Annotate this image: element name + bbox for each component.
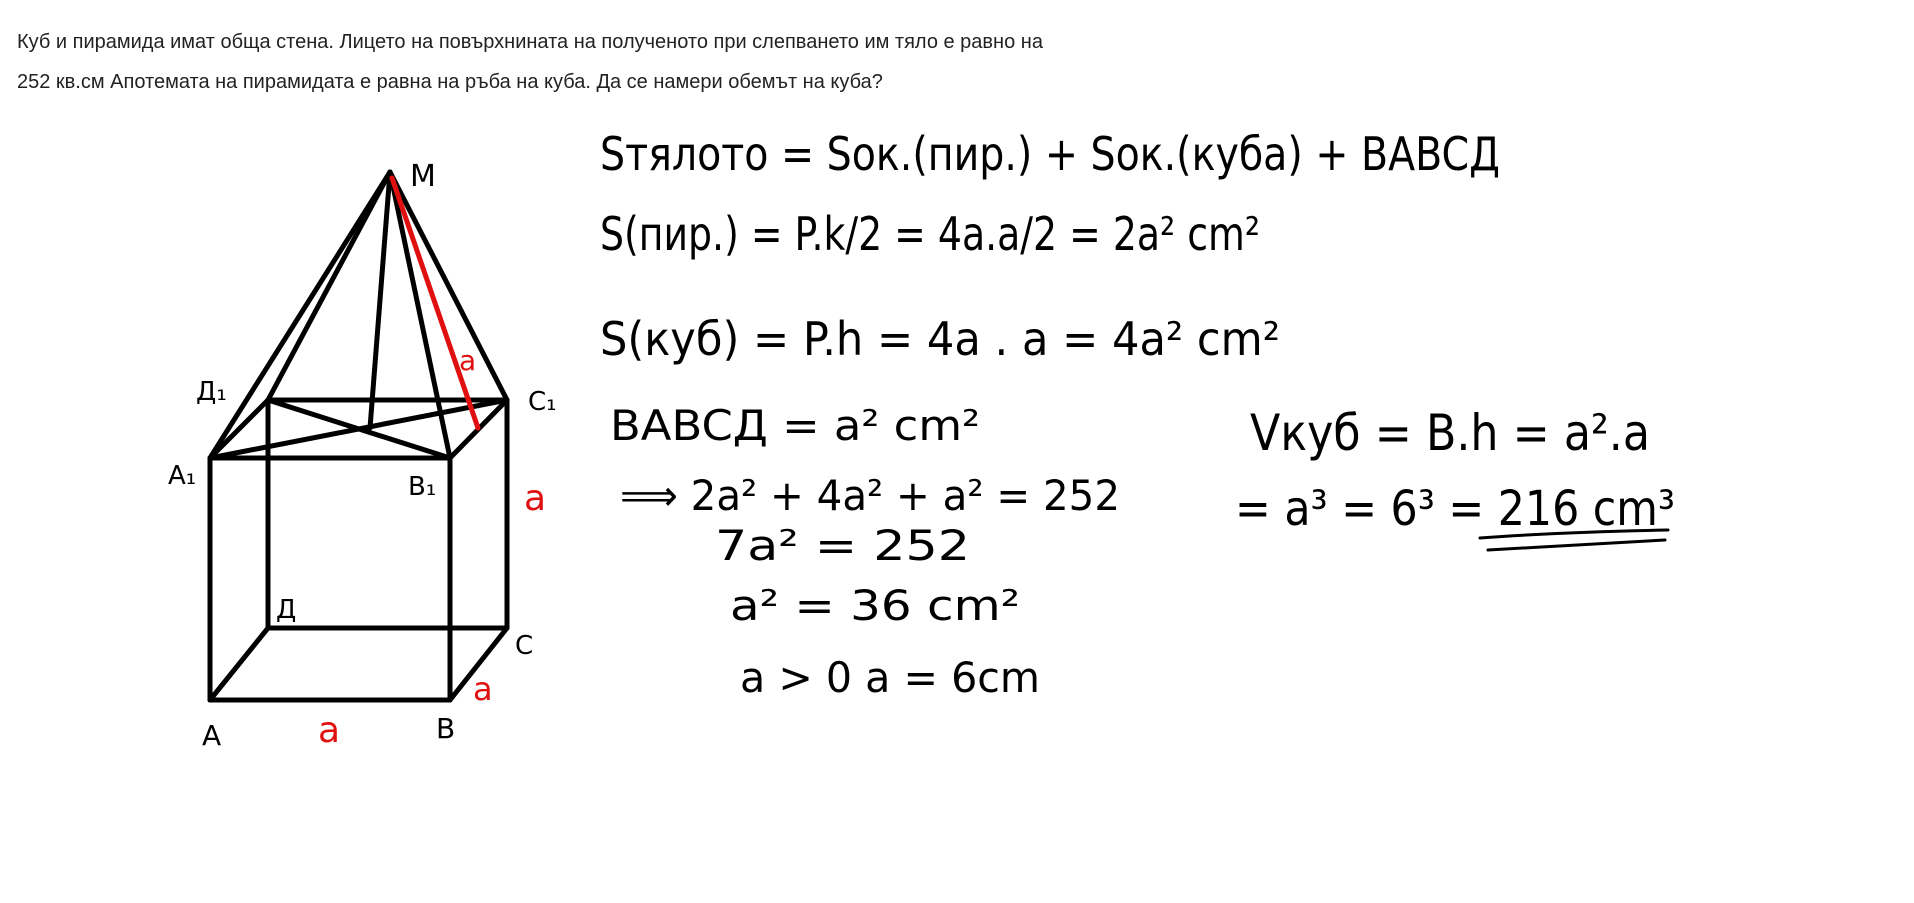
solution-line-2: S(пир.) = P.k/2 = 4a.a/2 = 2a² cm² (600, 207, 1260, 261)
diagonal-D1-B1 (268, 400, 450, 458)
label-D: Д (276, 595, 297, 625)
solution-line-1: Sтялото = Sок.(пир.) + Sок.(куба) + BABCД (600, 127, 1500, 181)
edge-M-A1 (210, 172, 390, 458)
label-B: B (436, 712, 456, 745)
edge-M-C1 (390, 172, 507, 400)
label-bottom-a: a (318, 710, 341, 751)
label-A: A (202, 719, 222, 752)
solution-work (600, 127, 1675, 702)
label-C: C (515, 631, 534, 661)
edge-labels (318, 344, 546, 751)
problem-line-1: Куб и пирамида имат обща стена. Лицето на повърхнината на полученото при слепването им тяло е равно на (17, 31, 1043, 53)
edge-A-D (210, 628, 268, 700)
volume-line-2: = a³ = 6³ = 216 cm³ (1235, 481, 1675, 537)
label-M: M (410, 159, 436, 194)
solution-line-7: a² = 36 cm² (730, 581, 1020, 630)
label-depth-a: a (473, 670, 493, 708)
pyramid-height (370, 172, 390, 428)
solution-line-4: BABCД = a² cm² (610, 401, 980, 450)
problem-line-2: 252 кв.см Апотемата на пирамидата е равна на ръба на куба. Да се намери обемът на куба? (17, 71, 883, 93)
volume-line-1: Vкуб = B.h = a².a (1250, 404, 1650, 462)
solution-line-8: a > 0 a = 6cm (740, 653, 1040, 702)
solution-line-5: ⟹ 2a² + 4a² + a² = 252 (620, 471, 1120, 520)
solution-line-6: 7a² = 252 (715, 521, 970, 570)
label-vertical-a: a (524, 478, 547, 519)
label-apothem-a: a (459, 344, 477, 377)
edge-M-D1 (268, 172, 390, 400)
label-B1: B₁ (408, 472, 437, 502)
label-A1: A₁ (168, 461, 197, 491)
solution-line-3: S(куб) = P.h = 4a . a = 4a² cm² (600, 312, 1280, 366)
label-C1: C₁ (528, 387, 557, 417)
label-D1: Д₁ (196, 377, 227, 407)
cube-pyramid-figure (210, 172, 507, 700)
